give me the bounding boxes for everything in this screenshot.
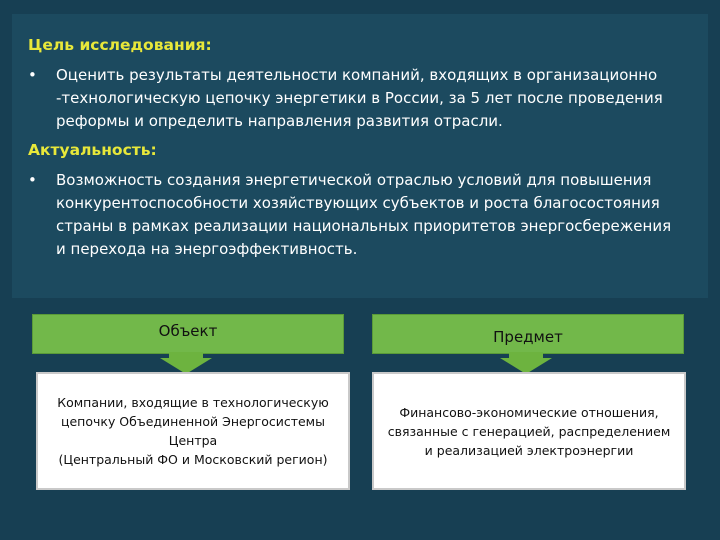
relevance-text: Возможность создания энергетической отраслью условий для повышения конкурентоспособности хозяйствующих субъектов и роста благосостояния страны в рамках реализации национальных приоритетов энергосбережения и перехода на энергоэффективность.: [56, 171, 672, 258]
relevance-heading: Актуальность:: [28, 141, 157, 159]
subject-tab: Предмет: [372, 314, 684, 354]
research-goal-bullet: [28, 64, 698, 133]
text-block: [28, 36, 698, 267]
research-goal-heading: Цель исследования:: [28, 36, 212, 54]
subject-description-box: [372, 372, 686, 490]
object-description-box: [36, 372, 350, 490]
research-goal-text: Оценить результаты деятельности компаний, входящих в организационно -технологическую цепочку энергетики в России, за 5 лет после проведения реформы и определить направления развития отрасли.: [56, 66, 663, 130]
subject-description: Финансово-экономические отношения, связанные с генерацией, распределением и реализацией электроэнергии: [387, 404, 671, 458]
relevance-bullet: [28, 169, 698, 261]
bullet-symbol: •: [28, 66, 37, 84]
bullet-symbol: •: [28, 171, 37, 189]
object-description: Компании, входящие в технологическую цепочку Объединенной Энергосистемы Центра (Центральный ФО и Московский регион): [57, 395, 329, 467]
object-tab: Объект: [32, 314, 344, 354]
